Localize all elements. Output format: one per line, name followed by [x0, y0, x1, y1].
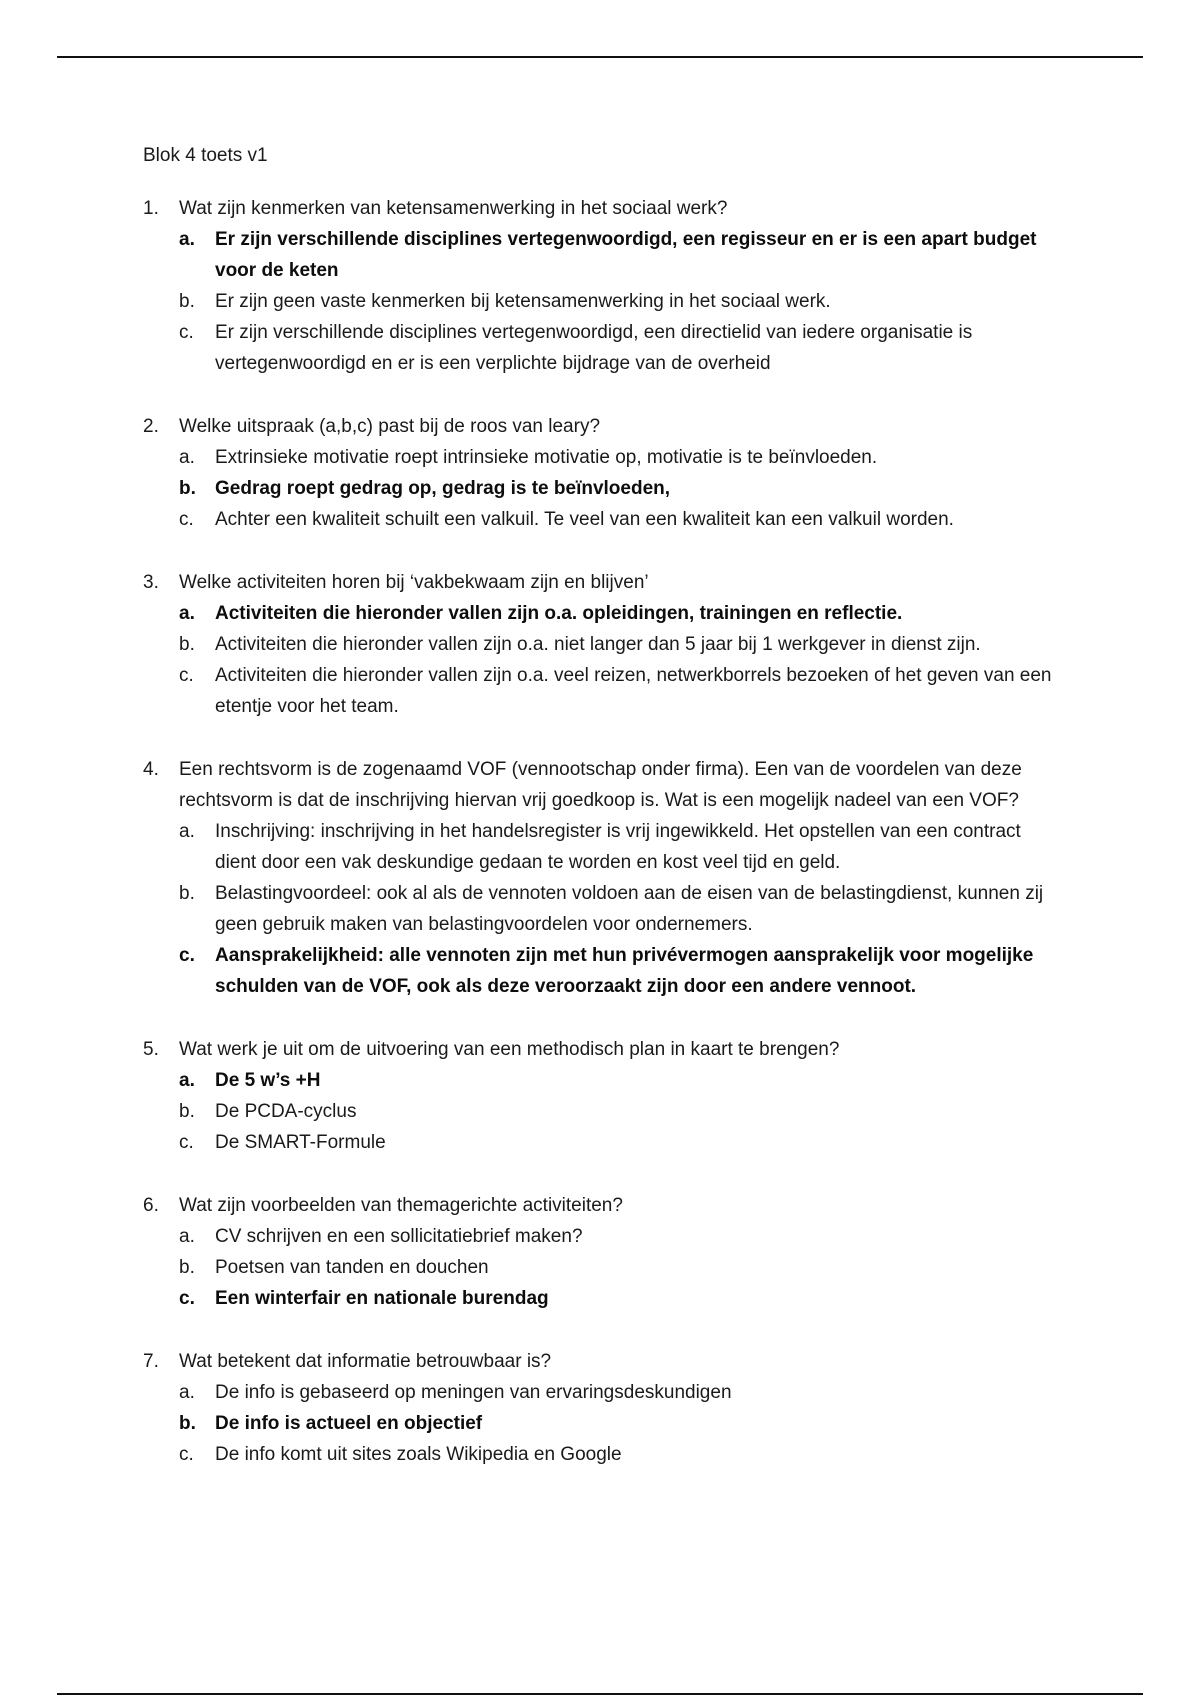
option-text: Achter een kwaliteit schuilt een valkuil. Te veel van een kwaliteit kan een valkuil worden. — [215, 509, 954, 530]
option-text: Activiteiten die hieronder vallen zijn o.a. opleidingen, trainingen en reflectie. — [215, 603, 903, 624]
option-text: Er zijn verschillende disciplines vertegenwoordigd, een directielid van iedere organisatie is vertegenwoordigd en er is een verplichte bijdrage van de overheid — [215, 322, 973, 374]
option-letter: c. — [179, 945, 195, 966]
answer-option — [179, 1096, 1063, 1127]
question-number: 5. — [143, 1039, 159, 1060]
option-letter: c. — [179, 665, 194, 686]
question-stem — [143, 193, 1063, 224]
answer-option — [179, 442, 1063, 473]
question-stem — [143, 411, 1063, 442]
page-top-rule — [57, 56, 1143, 58]
answer-option-correct — [179, 598, 1063, 629]
option-text: De info komt uit sites zoals Wikipedia en Google — [215, 1444, 622, 1465]
answer-option — [179, 878, 1063, 940]
option-letter: c. — [179, 1288, 195, 1309]
answer-option — [179, 504, 1063, 535]
option-text: Aansprakelijkheid: alle vennoten zijn met hun privévermogen aansprakelijk voor mogelijke schulden van de VOF, ook als deze veroorzaakt zijn door een andere vennoot. — [215, 945, 1034, 997]
question-number: 6. — [143, 1195, 159, 1216]
question-stem — [143, 754, 1063, 816]
option-text: De info is gebaseerd op meningen van ervaringsdeskundigen — [215, 1382, 732, 1403]
question-6 — [143, 1190, 1063, 1314]
question-1 — [143, 193, 1063, 379]
option-text: Gedrag roept gedrag op, gedrag is te beïnvloeden, — [215, 478, 671, 499]
option-letter: c. — [179, 1132, 194, 1153]
option-letter: c. — [179, 322, 194, 343]
option-text: Activiteiten die hieronder vallen zijn o.a. niet langer dan 5 jaar bij 1 werkgever in dienst zijn. — [215, 634, 981, 655]
option-text: De info is actueel en objectief — [215, 1413, 483, 1434]
answer-option-correct — [179, 1408, 1063, 1439]
option-letter: b. — [179, 478, 196, 499]
page-bottom-rule — [57, 1693, 1143, 1695]
question-stem — [143, 1190, 1063, 1221]
option-letter: b. — [179, 1257, 195, 1278]
option-text: Belastingvoordeel: ook al als de vennoten voldoen aan de eisen van de belastingdienst, kunnen zij geen gebruik maken van belastingvoordelen voor ondernemers. — [215, 883, 1044, 935]
answer-options — [179, 816, 1063, 1002]
answer-option — [179, 816, 1063, 878]
option-letter: b. — [179, 1101, 195, 1122]
answer-options — [179, 598, 1063, 722]
option-letter: c. — [179, 509, 194, 530]
question-text: Welke uitspraak (a,b,c) past bij de roos van leary? — [179, 416, 601, 437]
answer-options — [179, 1377, 1063, 1470]
answer-option — [179, 317, 1063, 379]
answer-option-correct — [179, 1065, 1063, 1096]
question-stem — [143, 567, 1063, 598]
option-text: De PCDA-cyclus — [215, 1101, 357, 1122]
question-number: 3. — [143, 572, 159, 593]
question-number: 1. — [143, 198, 159, 219]
option-letter: a. — [179, 821, 195, 842]
option-text: Activiteiten die hieronder vallen zijn o.a. veel reizen, netwerkborrels bezoeken of het geven van een etentje voor het team. — [215, 665, 1052, 717]
answer-options — [179, 224, 1063, 379]
option-letter: a. — [179, 1226, 195, 1247]
answer-option — [179, 660, 1063, 722]
option-letter: a. — [179, 1382, 195, 1403]
option-text: De 5 w’s +H — [215, 1070, 321, 1091]
answer-option-correct — [179, 1283, 1063, 1314]
option-text: Een winterfair en nationale burendag — [215, 1288, 549, 1309]
option-letter: a. — [179, 447, 195, 468]
document-body — [143, 140, 1063, 1502]
answer-option-correct — [179, 224, 1063, 286]
option-text: De SMART-Formule — [215, 1132, 386, 1153]
option-letter: a. — [179, 603, 195, 624]
document-title: Blok 4 toets v1 — [143, 145, 268, 166]
answer-option — [179, 1127, 1063, 1158]
option-text: CV schrijven en een sollicitatiebrief maken? — [215, 1226, 583, 1247]
question-list — [143, 193, 1063, 1470]
question-text: Welke activiteiten horen bij ‘vakbekwaam zijn en blijven’ — [179, 572, 649, 593]
option-text: Er zijn geen vaste kenmerken bij ketensamenwerking in het sociaal werk. — [215, 291, 831, 312]
answer-option — [179, 1377, 1063, 1408]
option-letter: c. — [179, 1444, 194, 1465]
answer-option — [179, 1221, 1063, 1252]
option-letter: b. — [179, 1413, 196, 1434]
option-text: Poetsen van tanden en douchen — [215, 1257, 489, 1278]
question-5 — [143, 1034, 1063, 1158]
question-number: 2. — [143, 416, 159, 437]
question-number: 7. — [143, 1351, 159, 1372]
question-stem — [143, 1034, 1063, 1065]
question-text: Wat zijn kenmerken van ketensamenwerking in het sociaal werk? — [179, 198, 728, 219]
option-letter: a. — [179, 229, 195, 250]
option-text: Er zijn verschillende disciplines vertegenwoordigd, een regisseur en er is een apart budget voor de keten — [215, 229, 1037, 281]
answer-option — [179, 1439, 1063, 1470]
question-7 — [143, 1346, 1063, 1470]
question-text: Een rechtsvorm is de zogenaamd VOF (vennootschap onder firma). Een van de voordelen van deze rechtsvorm is dat de inschrijving hiervan vrij goedkoop is. Wat is een mogelijk nadeel van een VOF? — [179, 759, 1022, 811]
answer-options — [179, 1221, 1063, 1314]
answer-options — [179, 1065, 1063, 1158]
option-letter: b. — [179, 291, 195, 312]
answer-option-correct — [179, 940, 1063, 1002]
answer-option — [179, 1252, 1063, 1283]
answer-option-correct — [179, 473, 1063, 504]
option-text: Extrinsieke motivatie roept intrinsieke motivatie op, motivatie is te beïnvloeden. — [215, 447, 878, 468]
option-text: Inschrijving: inschrijving in het handelsregister is vrij ingewikkeld. Het opstellen van een contract dient door een vak deskundige gedaan te worden en kost veel tijd en geld. — [215, 821, 1021, 873]
question-stem — [143, 1346, 1063, 1377]
answer-option — [179, 286, 1063, 317]
question-text: Wat zijn voorbeelden van themagerichte activiteiten? — [179, 1195, 623, 1216]
question-number: 4. — [143, 759, 159, 780]
answer-options — [179, 442, 1063, 535]
question-3 — [143, 567, 1063, 722]
question-text: Wat betekent dat informatie betrouwbaar is? — [179, 1351, 552, 1372]
question-text: Wat werk je uit om de uitvoering van een methodisch plan in kaart te brengen? — [179, 1039, 840, 1060]
question-4 — [143, 754, 1063, 1002]
answer-option — [179, 629, 1063, 660]
option-letter: b. — [179, 883, 195, 904]
option-letter: a. — [179, 1070, 195, 1091]
question-2 — [143, 411, 1063, 535]
option-letter: b. — [179, 634, 195, 655]
